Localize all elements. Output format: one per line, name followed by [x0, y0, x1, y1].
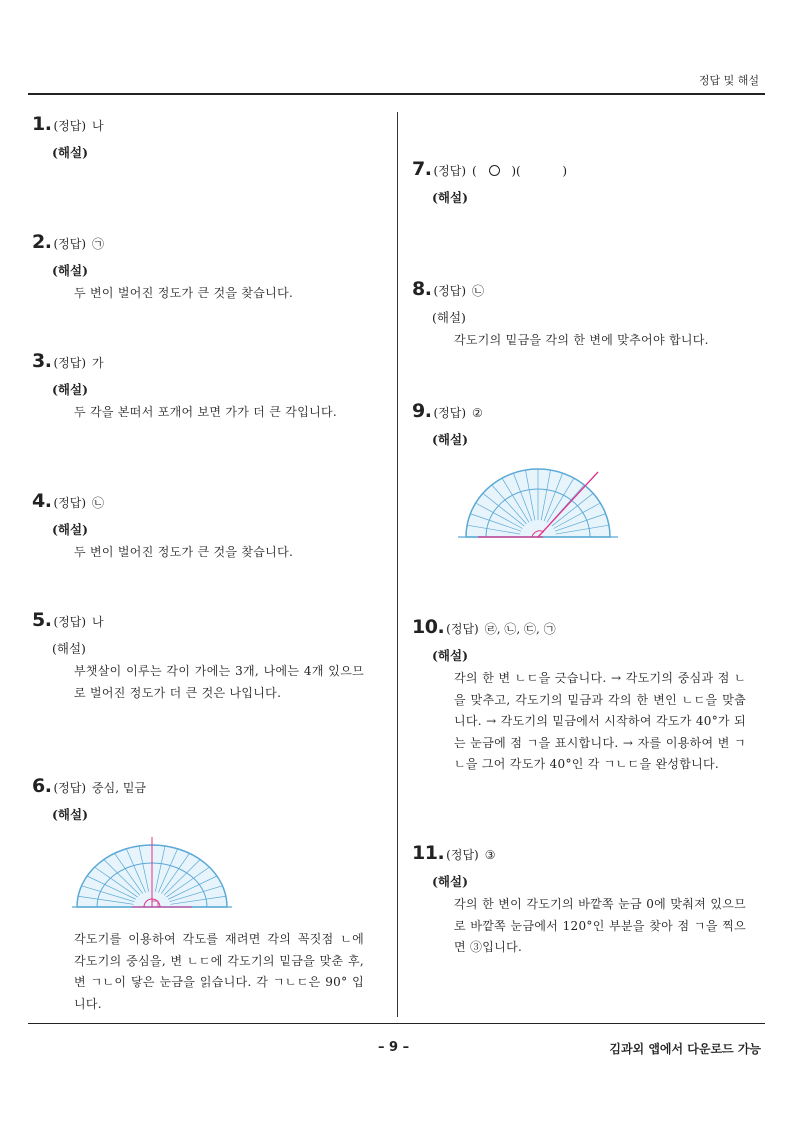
explanation-text: 두 각을 본떠서 포개어 보면 가가 더 큰 각입니다. — [74, 405, 337, 419]
explanation-heading: (해설) — [432, 310, 466, 325]
explanation-heading: (해설) — [52, 263, 88, 278]
explanation-heading: (해설) — [432, 648, 468, 663]
answer-label: (정답) — [53, 781, 87, 795]
protractor-figure-9 — [458, 462, 618, 547]
question-number: 7. — [412, 158, 432, 180]
explanation-text: 각의 한 변 ㄴㄷ을 긋습니다. → 각도기의 중심과 점 ㄴ을 맞추고, 각도기의 밑금과 각의 한 변인 ㄴㄷ을 맞춥니다. → 각도기의 밑금에서 시작하여 각도가 40°가 되는 눈금에 점 ㄱ을 표시합니다. → 자를 이용하여 변 ㄱㄴ을 그어 각도가 40°인 각 ㄱㄴㄷ을 완성합니다. — [454, 671, 746, 771]
answer-value: 나 — [92, 119, 104, 133]
question-6 — [32, 775, 364, 1015]
question-number: 2. — [32, 231, 52, 253]
explanation-heading: (해설) — [52, 807, 88, 822]
answer-label: (정답) — [53, 615, 87, 629]
protractor-figure-6 — [72, 837, 364, 917]
question-1 — [32, 113, 104, 161]
bottom-rule — [28, 1023, 765, 1024]
question-number: 3. — [32, 350, 52, 372]
answer-value: 나 — [92, 615, 104, 629]
circle-mark-icon — [489, 165, 500, 176]
paren-open: ( — [472, 164, 477, 178]
protractor-image — [72, 837, 232, 917]
question-9 — [412, 400, 618, 547]
question-number: 1. — [32, 113, 52, 135]
answer-label: (정답) — [433, 406, 467, 420]
explanation-heading: (해설) — [52, 145, 88, 160]
answer-label: (정답) — [433, 164, 467, 178]
explanation-text: 각의 한 변이 각도기의 바깥쪽 눈금 0에 맞춰져 있으므로 바깥쪽 눈금에서 120°인 부분을 찾아 점 ㄱ을 찍으면 ③입니다. — [454, 897, 746, 954]
explanation-heading: (해설) — [52, 382, 88, 397]
explanation-text: 부챗살이 이루는 각이 가에는 3개, 나에는 4개 있으므로 벌어진 정도가 더 큰 것은 나입니다. — [74, 664, 364, 700]
explanation-heading: (해설) — [432, 432, 468, 447]
page-number: – 9 – — [378, 1040, 410, 1055]
explanation-heading: (해설) — [432, 190, 468, 205]
explanation-text: 각도기를 이용하여 각도를 재려면 각의 꼭짓점 ㄴ에 각도기의 중심을, 변 ㄴㄷ에 각도기의 밑금을 맞춘 후, 변 ㄱㄴ이 닿은 눈금을 읽습니다. 각 ㄱㄴㄷ은 90° 입니다. — [74, 932, 364, 1011]
protractor-image — [458, 462, 618, 547]
question-2 — [32, 231, 364, 305]
question-number: 4. — [32, 490, 52, 512]
answer-label: (정답) — [53, 119, 87, 133]
answer-value: ㉡ — [472, 284, 485, 298]
answer-value — [472, 164, 567, 178]
answer-value: ③ — [484, 848, 496, 862]
answer-label: (정답) — [433, 284, 467, 298]
explanation-text: 두 변이 벌어진 정도가 큰 것을 찾습니다. — [74, 545, 294, 559]
explanation-heading: (해설) — [52, 641, 86, 656]
question-3 — [32, 350, 364, 424]
answer-value: ㉣, ㉡, ㉢, ㉠ — [484, 622, 556, 636]
paren-close: ) — [562, 164, 568, 178]
question-number: 8. — [412, 278, 432, 300]
question-4 — [32, 490, 364, 564]
question-5 — [32, 609, 364, 704]
explanation-text: 각도기의 밑금을 각의 한 변에 맞추어야 합니다. — [454, 333, 709, 347]
question-11 — [412, 842, 746, 959]
question-7 — [412, 158, 567, 206]
answer-value: ㉡ — [92, 496, 105, 510]
answer-label: (정답) — [53, 356, 87, 370]
answer-label: (정답) — [53, 237, 87, 251]
question-number: 6. — [32, 775, 52, 797]
top-rule — [28, 93, 765, 95]
answer-label: (정답) — [446, 848, 479, 862]
question-number: 9. — [412, 400, 432, 422]
question-number: 10. — [412, 616, 445, 638]
column-divider — [397, 112, 398, 1017]
answer-label: (정답) — [53, 496, 87, 510]
question-number: 5. — [32, 609, 52, 631]
answer-value: 중심, 밑금 — [92, 781, 147, 795]
answer-value: ② — [472, 406, 483, 420]
question-number: 11. — [412, 842, 445, 864]
footer-promo: 김과외 앱에서 다운로드 가능 — [609, 1042, 761, 1056]
paren-mid: )( — [511, 164, 521, 178]
question-8 — [412, 278, 746, 352]
explanation-heading: (해설) — [52, 522, 88, 537]
header-title: 정답 및 해설 — [698, 74, 759, 87]
answer-label: (정답) — [446, 622, 479, 636]
explanation-heading: (해설) — [432, 874, 468, 889]
answer-value: 가 — [92, 356, 104, 370]
explanation-text: 두 변이 벌어진 정도가 큰 것을 찾습니다. — [74, 286, 294, 300]
question-10 — [412, 616, 746, 776]
answer-value: ㉠ — [92, 237, 105, 251]
